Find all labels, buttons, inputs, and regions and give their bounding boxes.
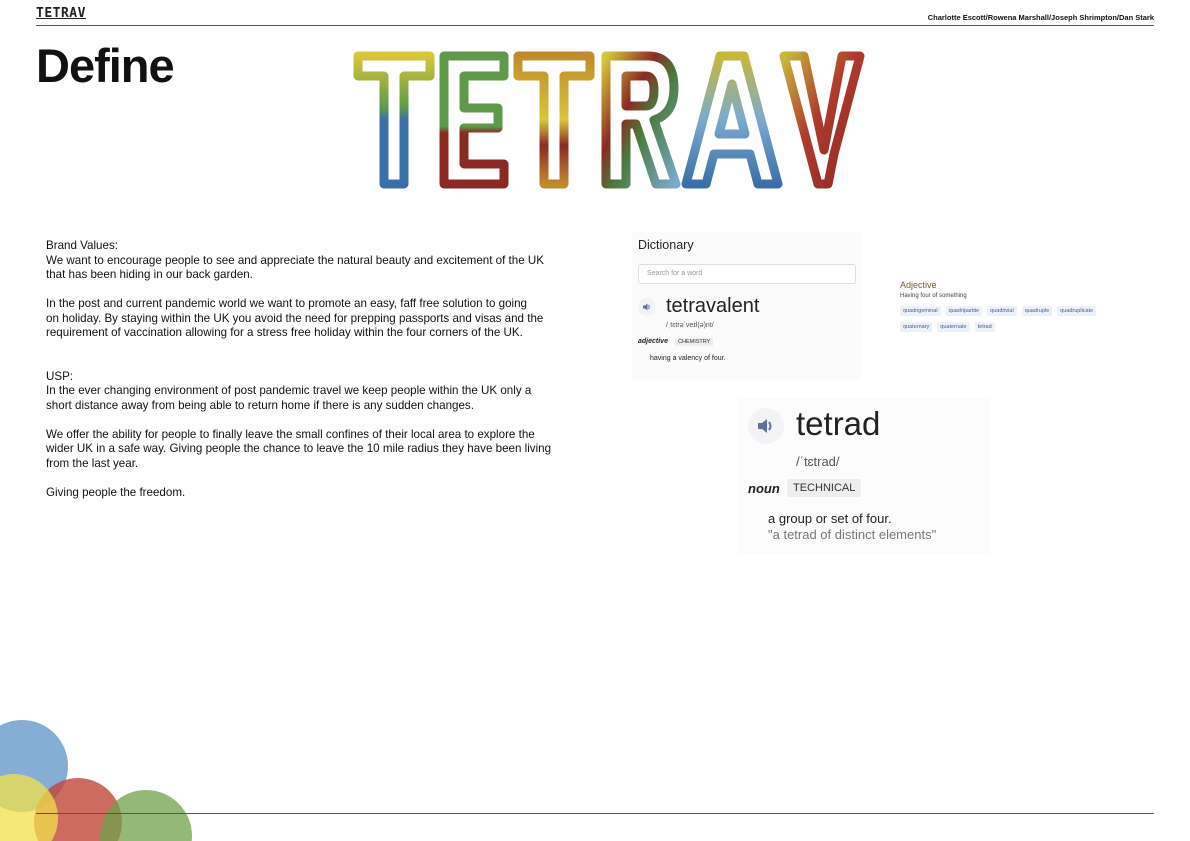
pronunciation-tetrad: /ˈtɛtrad/ (796, 454, 840, 469)
synonym-chip[interactable]: quaternate (937, 322, 969, 332)
definition-tetravalent: having a valency of four. (650, 355, 726, 362)
offer-line: wider UK in a safe way. Giving people the chance to leave the 10 mile radius they have been living (46, 442, 552, 455)
synonym-chip[interactable]: quadripartite (946, 306, 983, 316)
logo-letter-e (444, 56, 504, 184)
speaker-icon[interactable] (748, 408, 784, 444)
synonym-chip[interactable]: quadrigeminal (900, 306, 941, 316)
part-of-speech-tetrad: noun (748, 481, 780, 496)
brand-values-line: that has been hiding in our back garden. (46, 268, 253, 281)
adjective-label: Adjective (900, 280, 937, 290)
word-tetrad: tetrad (796, 405, 881, 442)
decorative-circles (0, 710, 200, 841)
logo-letter-r (606, 56, 676, 184)
tag-chemistry: CHEMISTRY (675, 338, 713, 346)
synonym-chip[interactable]: quadruplicate (1057, 306, 1096, 316)
brand-values-line: We want to encourage people to see and appreciate the natural beauty and excitement of the UK (46, 253, 545, 267)
tag-technical: TECHNICAL (787, 479, 861, 497)
body-text (46, 239, 576, 500)
synonym-row (900, 306, 1130, 316)
synonym-chip[interactable]: quadrivial (987, 306, 1017, 316)
synonym-chip[interactable]: quaternary (900, 322, 932, 332)
synonym-chip[interactable]: quadruple (1022, 306, 1052, 316)
tetrav-logo (352, 50, 866, 192)
page-title: Define (36, 39, 174, 92)
dictionary-title: Dictionary (638, 238, 694, 252)
dictionary-search-placeholder: Search for a word (647, 270, 703, 277)
pandemic-line: on holiday. By staying within the UK you avoid the need for prepping passports and visas and the (46, 311, 544, 325)
freedom-line: Giving people the freedom. (46, 485, 186, 499)
offer-line: We offer the ability for people to finally leave the small confines of their local area to explore the (46, 427, 535, 441)
example-tetrad: "a tetrad of distinct elements" (768, 527, 937, 542)
usp-line: short distance away from being able to return home if there is any sudden changes. (46, 398, 474, 412)
word-tetravalent: tetravalent (666, 295, 760, 317)
brand-values-heading: Brand Values: (46, 239, 118, 252)
part-of-speech-tetravalent: adjective (638, 338, 668, 345)
footer-divider (36, 813, 1154, 814)
logo-letter-t2 (518, 56, 590, 184)
adjective-definition: Having four of something (900, 293, 967, 299)
offer-line: from the last year. (46, 456, 139, 470)
header-divider (36, 25, 1154, 26)
header-authors: Charlotte Escott/Rowena Marshall/Joseph Shrimpton/Dan Stark (927, 13, 1154, 22)
usp-line: In the ever changing environment of post pandemic travel we keep people within the UK only a (46, 384, 532, 397)
synonym-row (900, 322, 1130, 332)
logo-letter-a (686, 56, 778, 184)
header-brand-logo: TETRAV (36, 6, 86, 21)
usp-heading: USP: (46, 369, 74, 383)
definition-tetrad: a group or set of four. (768, 511, 892, 526)
pronunciation-tetravalent: /ˌtɛtrəˈveɪl(ə)nt/ (666, 322, 714, 329)
speaker-icon[interactable] (638, 298, 656, 316)
logo-letter-v (784, 56, 860, 184)
synonym-chip[interactable]: tetrad (975, 322, 995, 332)
pandemic-line: requirement of vaccination allowing for a stress free holiday within the four corners of the UK. (46, 326, 523, 339)
pandemic-line: In the post and current pandemic world we want to promote an easy, faff free solution to going (46, 297, 527, 310)
logo-letter-t1 (358, 56, 430, 184)
